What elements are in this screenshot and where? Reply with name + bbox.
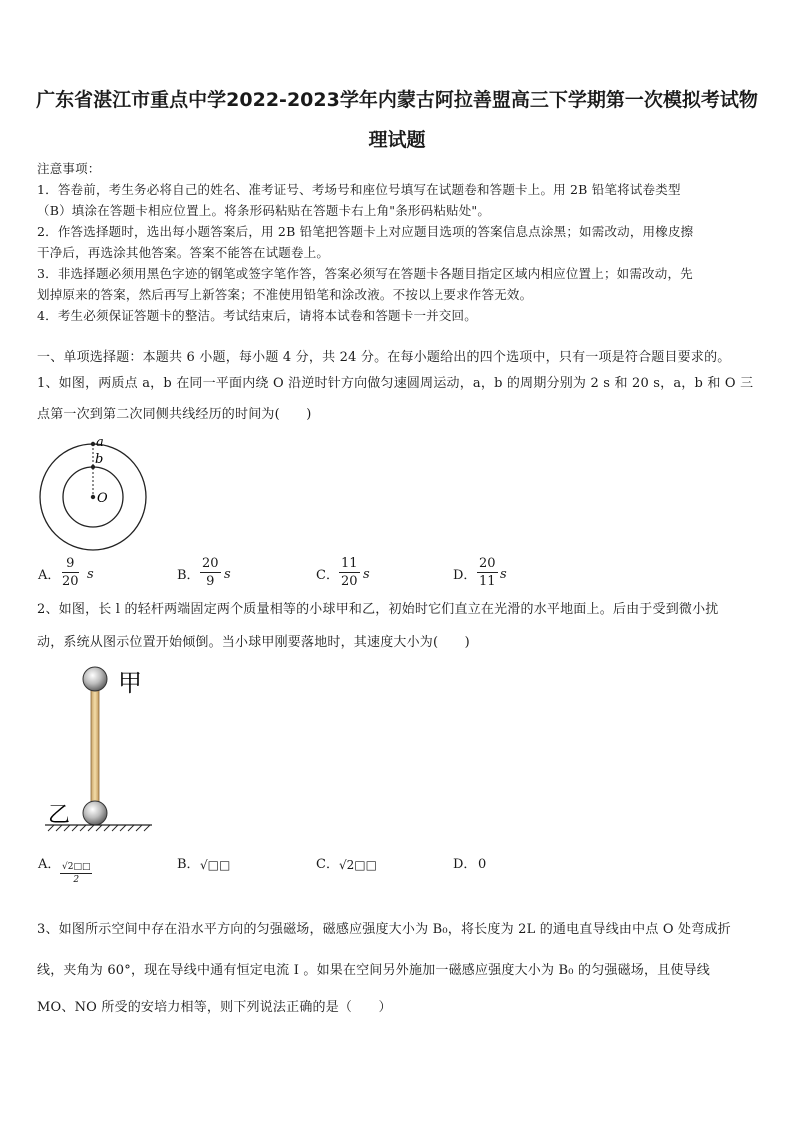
label-yi: 乙 <box>48 803 71 828</box>
q1-text-line2: 点第一次到第二次同侧共线经历的时间为( ) <box>37 407 312 422</box>
q2-text-line2: 动，系统从图示位置开始倾倒。当小球甲刚要落地时，其速度大小为( ) <box>37 635 470 650</box>
point-a <box>91 442 95 446</box>
q3-text-line2: 线，夹角为 60°，现在导线中通有恒定电流 I 。如果在空间另外施加一磁感应强度大小为 B₀ 的匀强磁场，且使导线 <box>37 963 711 978</box>
q2-option-a-den: 2 <box>73 875 80 885</box>
section-heading: 一、单项选择题：本题共 6 小题，每小题 4 分，共 24 分。在每小题给出的四个选项中，只有一项是符合题目要求的。 <box>37 350 731 365</box>
q2-option-a-num: √2□□ <box>62 862 91 872</box>
notice-line-6: 划掉原来的答案，然后再写上新答案；不准使用铅笔和涂改液。不按以上要求作答无效。 <box>37 287 533 302</box>
q1-option-c-letter: C． <box>316 568 339 583</box>
notice-line-1: 1．答卷前，考生务必将自己的姓名、准考证号、考场号和座位号填写在试题卷和答题卡上。用 2B 铅笔将试卷类型 <box>37 182 681 197</box>
q1-option-c-num: 11 <box>341 556 358 571</box>
q1-option-d-fraction <box>477 556 498 589</box>
notice-heading: 注意事项： <box>37 161 101 176</box>
label-b: b <box>95 452 104 467</box>
notice-line-2: （B）填涂在答题卡相应位置上。将条形码粘贴在答题卡右上角"条形码粘贴处"。 <box>37 203 491 218</box>
ball-yi <box>83 801 107 825</box>
q1-option-a-fraction <box>62 556 79 589</box>
paper-title-line1: 广东省湛江市重点中学2022-2023学年内蒙古阿拉善盟高三下学期第一次模拟考试物 <box>36 89 758 111</box>
q3-text-line1: 3、如图所示空间中存在沿水平方向的匀强磁场，磁感应强度大小为 B₀，将长度为 2L 的通电直导线由中点 O 处弯成折 <box>37 922 731 937</box>
q1-option-a-unit: s <box>87 567 94 582</box>
light-rod <box>91 680 99 810</box>
paper-title-line2: 理试题 <box>368 129 426 151</box>
q1-option-b-den: 9 <box>206 574 215 589</box>
q2-rod-figure <box>40 662 160 832</box>
notice-line-4: 干净后，再选涂其他答案。答案不能答在试题卷上。 <box>37 245 330 260</box>
q1-option-a-letter: A． <box>38 568 61 583</box>
q1-option-b-letter: B． <box>177 568 200 583</box>
label-a: a <box>96 435 104 450</box>
q1-option-b-fraction <box>200 556 221 589</box>
q2-option-c-value: √2□□ <box>339 858 377 872</box>
q2-option-a-letter: A． <box>38 857 61 872</box>
q1-option-b-num: 20 <box>202 556 219 571</box>
q1-circles-figure <box>38 435 148 560</box>
q1-text-line1: 1、如图，两质点 a，b 在同一平面内绕 O 沿逆时针方向做匀速圆周运动，a，b 的周期分别为 2 s 和 20 s，a，b 和 O 三 <box>37 376 754 391</box>
q1-option-c-den: 20 <box>341 574 358 589</box>
notice-line-3: 2．作答选择题时，选出每小题答案后，用 2B 铅笔把答题卡上对应题目选项的答案信息点涂黑；如需改动，用橡皮擦 <box>37 224 694 239</box>
q1-option-d-num: 20 <box>479 556 496 571</box>
q1-option-c-unit: s <box>363 567 370 582</box>
q2-option-d-value: 0 <box>478 857 487 872</box>
q1-option-a-den: 20 <box>62 574 79 589</box>
notice-line-7: 4．考生必须保证答题卡的整洁。考试结束后，请将本试卷和答题卡一并交回。 <box>37 308 477 323</box>
label-jia: 甲 <box>118 669 142 697</box>
q2-option-b-letter: B． <box>177 857 200 872</box>
q1-option-b-unit: s <box>224 567 231 582</box>
point-o <box>91 495 95 499</box>
q1-option-c-fraction <box>339 556 360 589</box>
q2-option-c-letter: C． <box>316 857 339 872</box>
q2-option-a-fraction <box>60 862 92 885</box>
notice-line-5: 3．非选择题必须用黑色字迹的钢笔或签字笔作答，答案必须写在答题卡各题目指定区域内相应位置上；如需改动，先 <box>37 266 693 281</box>
q1-option-a-num: 9 <box>62 556 79 573</box>
label-o: O <box>97 491 108 506</box>
q3-text-line3: MO、NO 所受的安培力相等，则下列说法正确的是（ ） <box>37 1000 392 1015</box>
q1-option-d-unit: s <box>500 567 507 582</box>
q1-option-d-den: 11 <box>479 574 496 589</box>
q2-text-line1: 2、如图，长 l 的轻杆两端固定两个质量相等的小球甲和乙，初始时它们直立在光滑的水平地面上。后由于受到微小扰 <box>37 602 719 617</box>
ball-jia <box>83 667 107 691</box>
q1-option-d-letter: D． <box>453 568 477 583</box>
q2-option-b-value: √□□ <box>200 858 231 872</box>
q2-option-d-letter: D． <box>453 857 477 872</box>
